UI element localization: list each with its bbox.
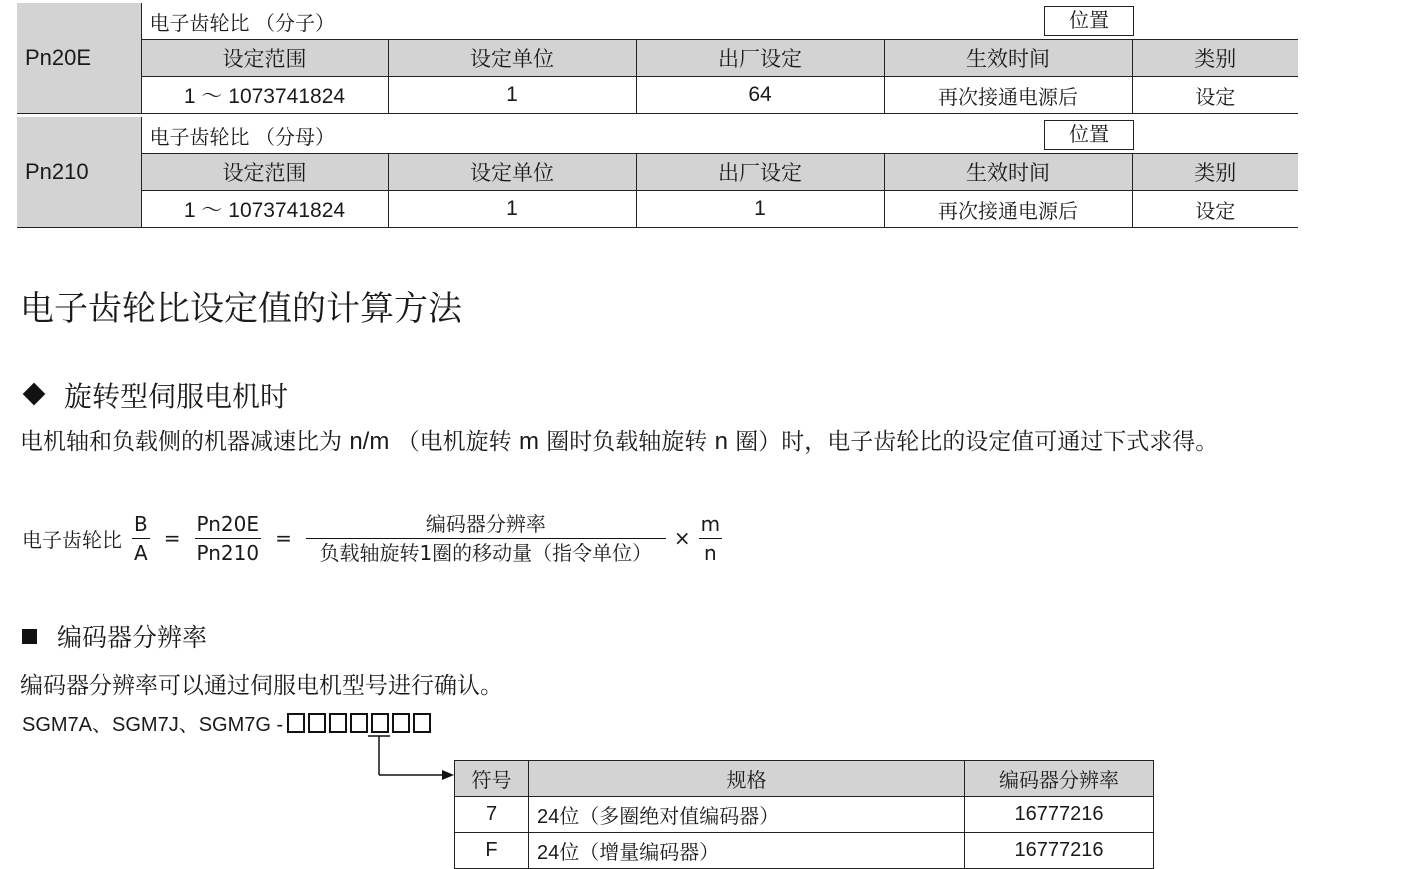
header-category: 类别 (1132, 154, 1298, 191)
fraction-resolution (306, 512, 666, 565)
header-default: 出厂设定 (636, 40, 884, 77)
model-digit-box (350, 713, 368, 733)
denominator-pn210: Pn210 (196, 540, 260, 565)
value-category: 设定 (1132, 77, 1298, 114)
model-digit-box (329, 713, 347, 733)
header-range: 设定范围 (141, 40, 388, 77)
model-digit-box (371, 713, 389, 733)
subsection-heading (20, 375, 288, 415)
equals-sign: = (163, 526, 181, 550)
numerator-m: m (699, 512, 722, 539)
header-effective: 生效时间 (884, 154, 1132, 191)
cell-resolution: 16777216 (965, 833, 1154, 869)
diamond-bullet-icon (23, 383, 46, 406)
table-row (455, 833, 1154, 869)
encoder-table (454, 760, 1154, 869)
value-range: 1 ～ 1073741824 (141, 77, 388, 114)
section-title: 电子齿轮比设定值的计算方法 (20, 289, 462, 329)
param-table-pn210 (17, 117, 1298, 228)
value-category: 设定 (1132, 191, 1298, 228)
param-code: Pn210 (17, 117, 141, 228)
numerator-resolution: 编码器分辨率 (306, 512, 666, 539)
mode-badge: 位置 (1044, 120, 1134, 150)
param-title-cell (141, 117, 1298, 154)
param-title: 电子齿轮比 （分子） (149, 12, 336, 35)
denominator-n: n (703, 540, 717, 565)
fraction-ba (132, 512, 150, 565)
para-text: （电机旋转 (389, 429, 519, 455)
mode-badge: 位置 (1044, 6, 1134, 36)
header-symbol: 符号 (455, 761, 529, 797)
cell-spec: 24位（多圈绝对值编码器） (529, 797, 965, 833)
header-category: 类别 (1132, 40, 1298, 77)
header-spec: 规格 (529, 761, 965, 797)
header-effective: 生效时间 (884, 40, 1132, 77)
encoder-text: 编码器分辨率可以通过伺服电机型号进行确认。 (20, 673, 503, 699)
denominator-a: A (134, 540, 148, 565)
formula-label: 电子齿轮比 (22, 527, 122, 552)
value-unit: 1 (388, 77, 636, 114)
numerator-b: B (132, 512, 150, 539)
cell-symbol: F (455, 833, 529, 869)
header-default: 出厂设定 (636, 154, 884, 191)
para-text: 圈时负载轴旋转 (538, 429, 715, 455)
table-row (455, 797, 1154, 833)
param-code: Pn20E (17, 3, 141, 114)
param-title-cell (141, 3, 1298, 40)
pointer-arrow-icon (360, 732, 460, 782)
model-digit-box (308, 713, 326, 733)
encoder-title: 编码器分辨率 (57, 623, 208, 652)
model-digit-box (392, 713, 410, 733)
gear-ratio-formula (22, 508, 728, 568)
value-range: 1 ～ 1073741824 (141, 191, 388, 228)
cell-symbol: 7 (455, 797, 529, 833)
fraction-mn (699, 512, 722, 565)
times-sign: × (673, 526, 691, 550)
model-digit-box (287, 713, 305, 733)
param-title: 电子齿轮比 （分母） (149, 126, 336, 149)
cell-spec: 24位（增量编码器） (529, 833, 965, 869)
cell-resolution: 16777216 (965, 797, 1154, 833)
header-resolution: 编码器分辨率 (965, 761, 1154, 797)
fraction-pn (195, 512, 262, 565)
header-unit: 设定单位 (388, 40, 636, 77)
header-range: 设定范围 (141, 154, 388, 191)
model-prefix: SGM7A、SGM7J、SGM7G - (22, 714, 284, 736)
value-effective: 再次接通电源后 (884, 77, 1132, 114)
denominator-movement: 负载轴旋转1圈的移动量（指令单位） (319, 540, 653, 565)
subsection-title: 旋转型伺服电机时 (64, 380, 289, 413)
para-ratio: n/m (349, 428, 390, 455)
value-default: 64 (636, 77, 884, 114)
square-bullet-icon (22, 629, 37, 644)
param-table-pn20e (17, 3, 1298, 114)
para-n: n (714, 428, 728, 455)
equals-sign: = (275, 526, 292, 550)
numerator-pn20e: Pn20E (195, 512, 261, 539)
value-default: 1 (636, 191, 884, 228)
para-text: 圈）时，电子齿轮比的设定值可通过下式求得。 (727, 429, 1219, 455)
intro-paragraph (20, 425, 1310, 459)
header-unit: 设定单位 (388, 154, 636, 191)
para-m: m (518, 428, 539, 455)
model-digit-box (413, 713, 431, 733)
value-effective: 再次接通电源后 (884, 191, 1132, 228)
value-unit: 1 (388, 191, 636, 228)
para-text: 电机轴和负载侧的机器减速比为 (20, 429, 350, 455)
encoder-heading (20, 618, 207, 654)
